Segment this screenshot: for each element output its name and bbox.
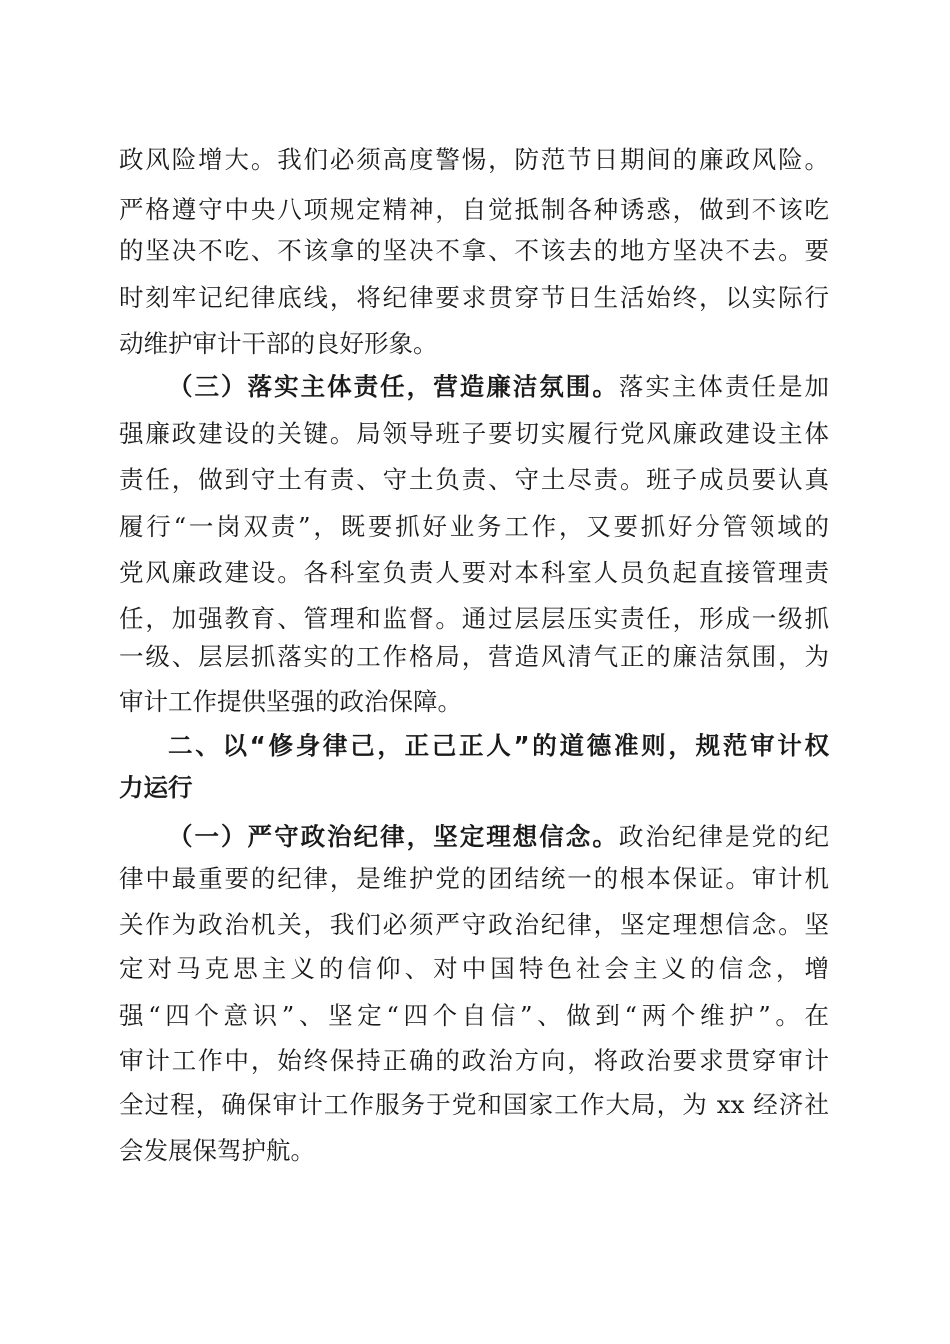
- paragraph-text: 政治纪律是党的纪: [618, 822, 830, 851]
- paragraph-line: 审计工作中，始终保持正确的政治方向，将政治要求贯穿审计: [119, 1046, 829, 1075]
- chapter-heading-2: 二、以“修身律己，正己正人”的道德准则，规范审计权: [168, 731, 829, 760]
- paragraph-line: 动维护审计干部的良好形象。: [119, 329, 438, 358]
- paragraph-line: 党风廉政建设。各科室负责人要对本科室人员负起直接管理责: [119, 558, 829, 587]
- paragraph-line: 严格遵守中央八项规定精神，自觉抵制各种诱惑，做到不该吃: [119, 195, 829, 224]
- paragraph-line: 任，加强教育、管理和监督。通过层层压实责任，形成一级抓: [119, 604, 829, 633]
- paragraph-line: 关作为政治机关，我们必须严守政治纪律，坚定理想信念。坚: [119, 910, 829, 939]
- paragraph-line: 强“四个意识”、坚定“四个自信”、做到“两个维护”。在: [119, 1001, 829, 1030]
- paragraph-line: 政风险增大。我们必须高度警惕，防范节日期间的廉政风险。: [119, 145, 829, 174]
- paragraph-line: 时刻牢记纪律底线，将纪律要求贯穿节日生活始终，以实际行: [119, 283, 829, 312]
- paragraph-line: 履行“一岗双责”，既要抓好业务工作，又要抓好分管领域的: [119, 512, 829, 541]
- paragraph-line: 的坚决不吃、不该拿的坚决不拿、不该去的地方坚决不去。要: [119, 236, 829, 265]
- paragraph-line: 会发展保驾护航。: [119, 1136, 315, 1165]
- section-paragraph-1: [168, 815, 829, 859]
- paragraph-line: 责任，做到守土有责、守土负责、守土尽责。班子成员要认真: [119, 465, 829, 494]
- paragraph-line: 律中最重要的纪律，是维护党的团结统一的根本保证。审计机: [119, 864, 829, 893]
- paragraph-line: 强廉政建设的关键。局领导班子要切实履行党风廉政建设主体: [119, 419, 829, 448]
- paragraph-line: 一级、层层抓落实的工作格局，营造风清气正的廉洁氛围，为: [119, 642, 829, 671]
- chapter-heading-2-cont: 力运行: [119, 773, 193, 802]
- paragraph-line: 审计工作提供坚强的政治保障。: [119, 687, 462, 716]
- section-paragraph-3: [168, 365, 829, 409]
- paragraph-line: 全过程，确保审计工作服务于党和国家工作大局，为 xx 经济社: [119, 1090, 829, 1119]
- paragraph-text: 落实主体责任是加: [618, 372, 830, 401]
- section-heading-3: （三）落实主体责任，营造廉洁氛围。: [168, 372, 619, 401]
- section-heading-1: （一）严守政治纪律，坚定理想信念。: [168, 822, 619, 851]
- paragraph-line: 定对马克思主义的信仰、对中国特色社会主义的信念，增: [119, 954, 829, 983]
